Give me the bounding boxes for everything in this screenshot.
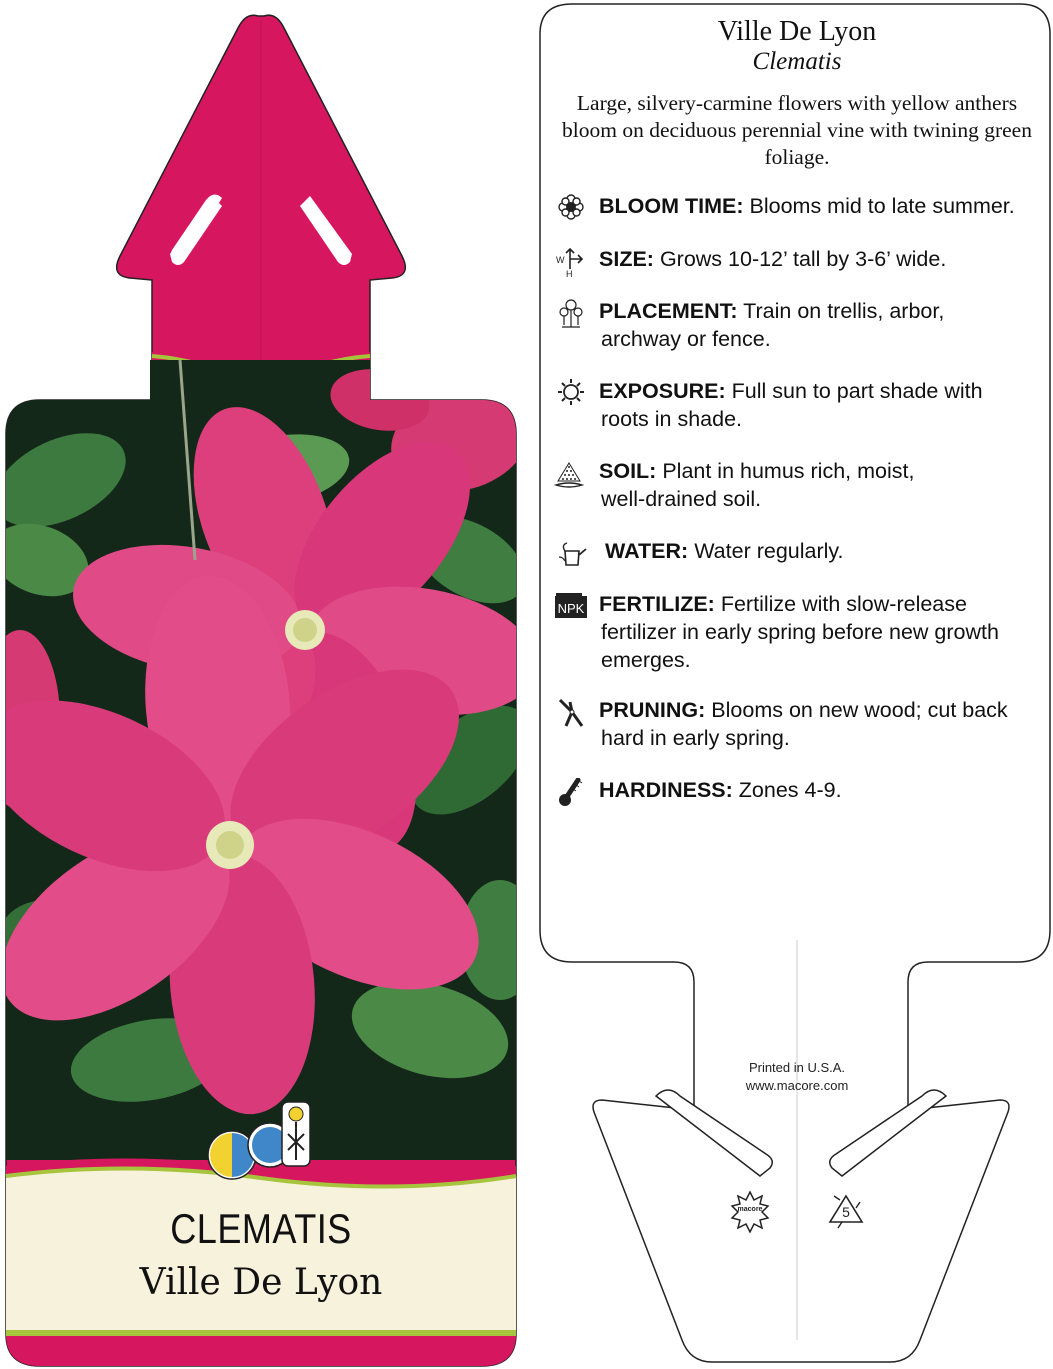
front-cultivar: Ville De Lyon [139,1262,383,1303]
size-icon-h: H [566,269,573,277]
macore-logo-text: macore [737,1206,763,1213]
fertilize-text: Fertilize with slow-release [720,592,967,616]
care-row-exposure [558,377,1048,433]
care-row-soil [558,457,1048,513]
fertilize-text-cont: fertilizer in early spring before new growth emerges. [601,620,999,672]
water-label: WATER: [605,539,689,563]
back-description: Large, silvery-carmine flowers with yellow anthers bloom on deciduous perennial vine with twining green foliage. [562,91,1032,169]
placement-text: Train on trellis, arbor, [743,299,945,323]
care-row-bloom-time [558,192,1048,220]
care-row-size [556,245,1048,277]
exposure-text: Full sun to part shade with [731,379,983,403]
pruning-text-cont: hard in early spring. [601,726,790,750]
size-label: SIZE: [599,247,654,271]
care-row-pruning [558,696,1048,752]
bloom-time-label: BLOOM TIME: [599,194,744,218]
placement-text-cont: archway or fence. [601,327,771,351]
back-title: Ville De Lyon [717,16,877,47]
exposure-text-cont: roots in shade. [601,407,743,431]
hardiness-text: Zones 4-9. [738,778,842,802]
back-latin-name: Clematis [752,48,842,75]
npk-icon [554,592,588,620]
soil-label: SOIL: [599,459,657,483]
care-row-water [558,537,1048,565]
pruning-text: Blooms on new wood; cut back [711,698,1008,722]
fertilize-label: FERTILIZE: [599,592,715,616]
soil-icon [554,459,584,489]
plants-icon [558,299,584,329]
care-row-fertilize [558,590,1048,674]
recycle-number: 5 [842,1204,850,1220]
footer-printed: Printed in U.S.A. [748,1060,846,1075]
front-genus: CLEMATIS [170,1205,352,1252]
pruning-label: PRUNING: [599,698,706,722]
bloom-time-text: Blooms mid to late summer. [749,194,1015,218]
care-row-hardiness [558,776,1048,804]
size-text: Grows 10-12’ tall by 3-6’ wide. [659,247,947,271]
soil-text-cont: well-drained soil. [601,487,762,511]
thermometer-icon [558,778,584,808]
flower-icon [558,194,584,220]
placement-label: PLACEMENT: [599,299,738,323]
hardiness-label: HARDINESS: [599,778,733,802]
sun-icon [558,379,584,405]
care-row-placement [558,297,1048,353]
watering-can-icon [556,539,588,569]
pruners-icon [558,698,584,728]
size-arrows-icon [554,247,584,277]
size-icon-w: W [556,255,565,265]
footer-url: www.macore.com [745,1078,849,1093]
soil-text: Plant in humus rich, moist, [662,459,915,483]
exposure-label: EXPOSURE: [599,379,726,403]
water-text: Water regularly. [694,539,844,563]
npk-text: NPK [557,601,585,616]
